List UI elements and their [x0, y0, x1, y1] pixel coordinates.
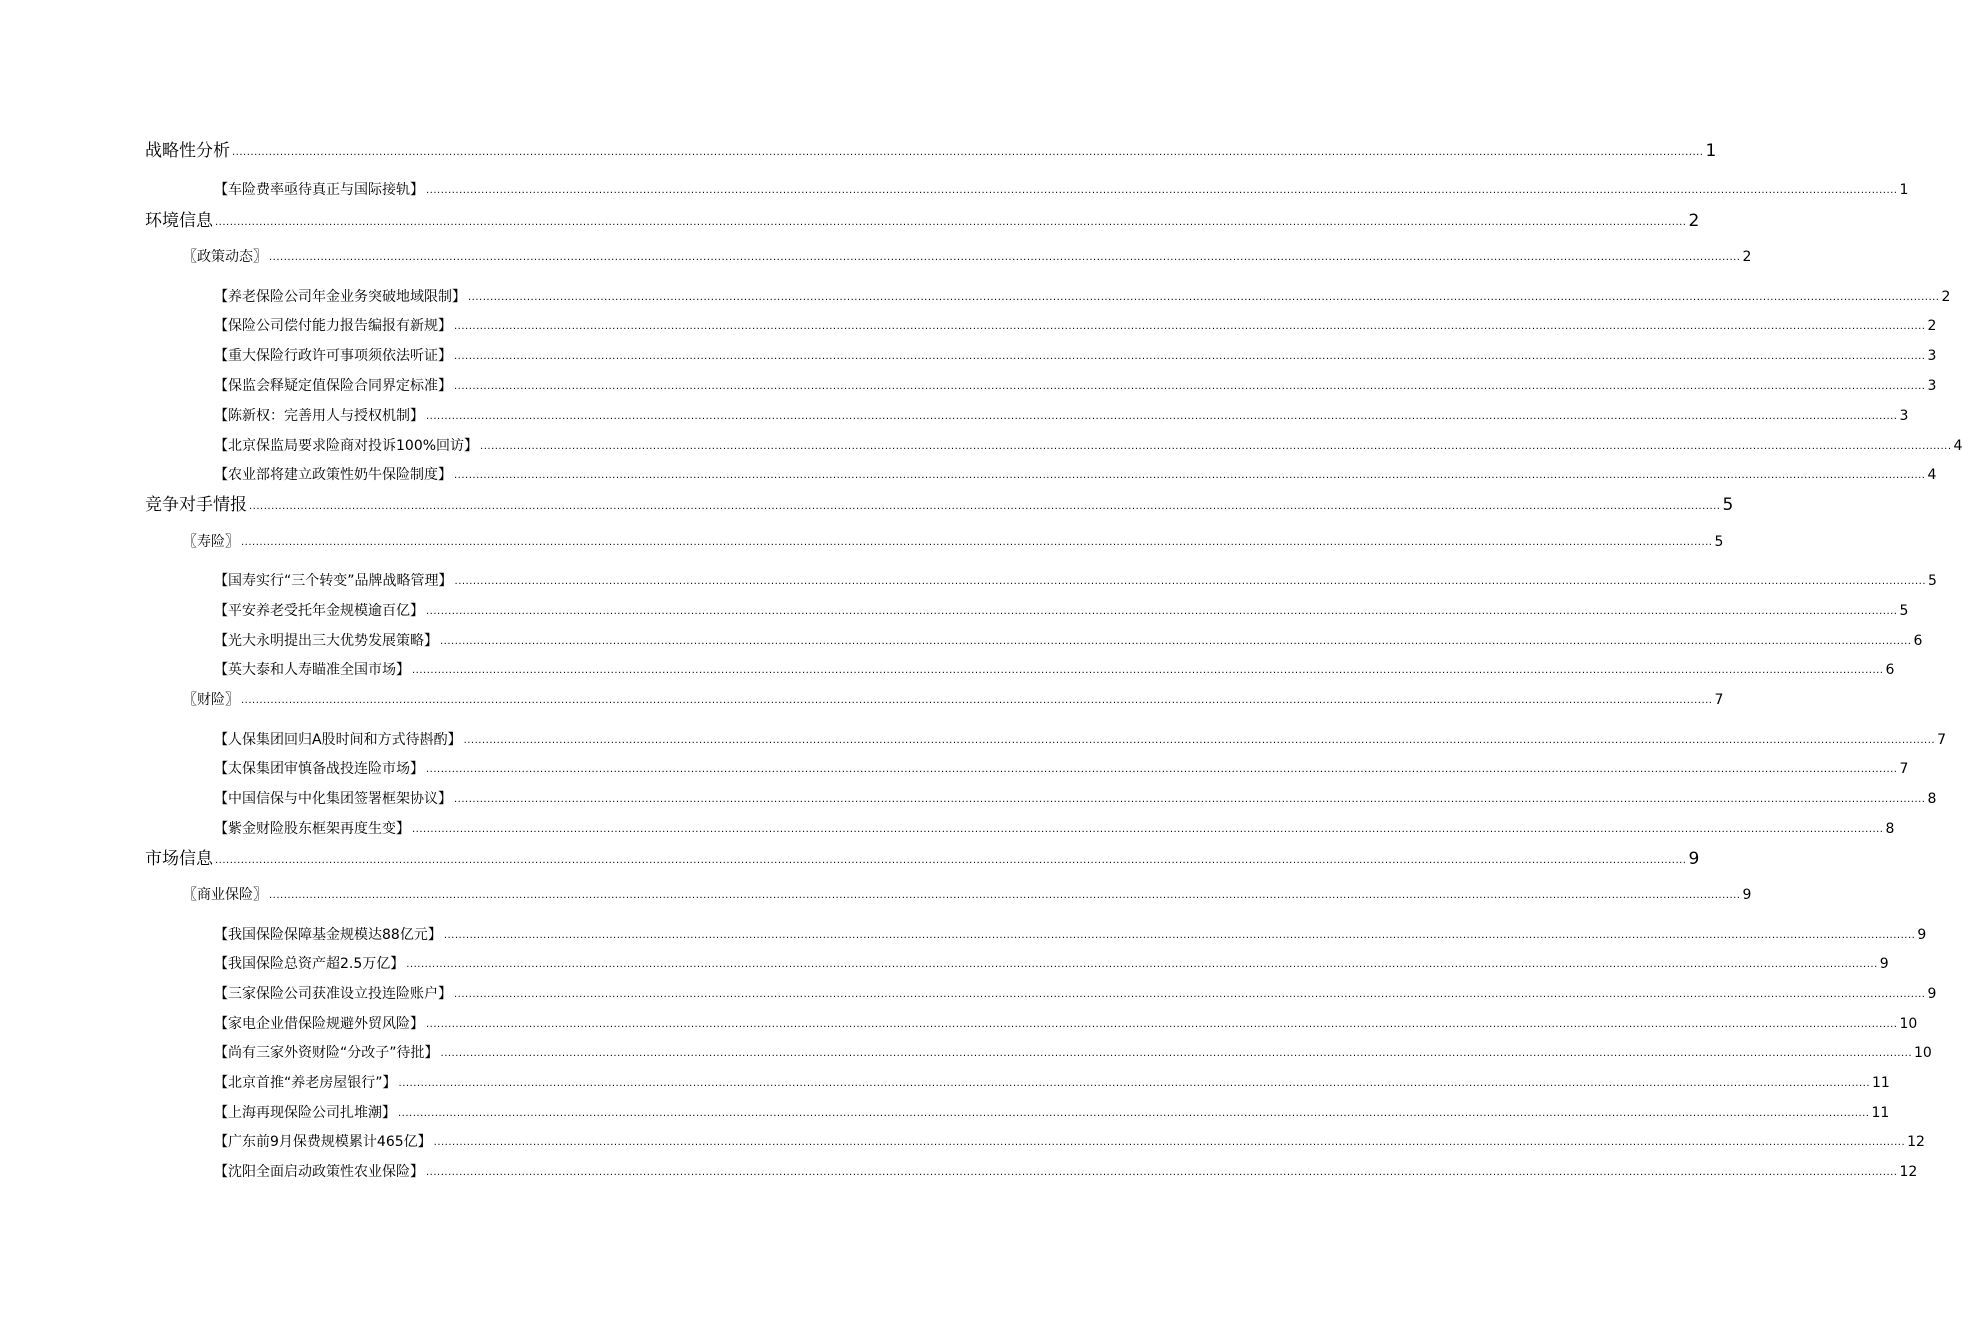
- toc-entry-page: 2: [1941, 289, 1951, 305]
- toc-entry[interactable]: [214, 631, 1923, 651]
- toc-entry-page: 11: [1871, 1105, 1890, 1121]
- toc-entry[interactable]: [214, 346, 1937, 366]
- toc-entry[interactable]: [145, 848, 1700, 870]
- toc-entry[interactable]: [214, 1043, 1932, 1063]
- toc-entry-title: 【陈新权：完善用人与授权机制】: [214, 408, 424, 424]
- toc-entry[interactable]: [214, 1162, 1918, 1182]
- toc-leader-dots: ................................................................................................................................................................................................................................................................................................................................................................................................................: [454, 470, 1926, 481]
- toc-entry[interactable]: [214, 376, 1937, 396]
- toc-entry-title: 〖政策动态〗: [183, 249, 267, 265]
- toc-entry[interactable]: [214, 789, 1937, 809]
- toc-entry-page: 6: [1885, 662, 1895, 678]
- toc-entry-page: 10: [1899, 1016, 1918, 1032]
- toc-leader-dots: ................................................................................................................................................................................................................................................................................................................................................................................................................: [454, 576, 1926, 587]
- toc-entry-page: 12: [1907, 1134, 1925, 1150]
- toc-entry-title: 市场信息: [145, 849, 213, 869]
- toc-entry-title: 【三家保险公司获准设立投连险账户】: [214, 986, 452, 1002]
- toc-leader-dots: ................................................................................................................................................................................................................................................................................................................................................................................................................: [398, 1108, 1870, 1119]
- toc-entry-page: 1: [1899, 182, 1909, 198]
- toc-entry[interactable]: [145, 210, 1700, 232]
- toc-entry-title: 【保险公司偿付能力报告编报有新规】: [214, 318, 452, 334]
- toc-entry[interactable]: [214, 984, 1937, 1004]
- toc-entry-title: 【上海再现保险公司扎堆潮】: [214, 1105, 396, 1121]
- toc-entry-page: 6: [1913, 633, 1923, 649]
- toc-entry-page: 5: [1714, 534, 1724, 550]
- toc-entry-page: 12: [1899, 1164, 1918, 1180]
- toc-entry-page: 7: [1899, 761, 1909, 777]
- toc-leader-dots: ................................................................................................................................................................................................................................................................................................................................................................................................................: [440, 1048, 1912, 1059]
- toc-leader-dots: ................................................................................................................................................................................................................................................................................................................................................................................................................: [215, 217, 1687, 228]
- toc-leader-dots: ................................................................................................................................................................................................................................................................................................................................................................................................................: [412, 665, 1884, 676]
- toc-entry-title: 〖商业保险〗: [183, 887, 267, 903]
- toc-leader-dots: ................................................................................................................................................................................................................................................................................................................................................................................................................: [249, 501, 1721, 512]
- toc-leader-dots: ................................................................................................................................................................................................................................................................................................................................................................................................................: [480, 441, 1952, 452]
- toc-entry-title: 【太保集团审慎备战投连险市场】: [214, 761, 424, 777]
- toc-leader-dots: ................................................................................................................................................................................................................................................................................................................................................................................................................: [426, 185, 1898, 196]
- toc-entry-page: 9: [1688, 849, 1700, 869]
- toc-entry-page: 4: [1927, 467, 1937, 483]
- toc-entry-page: 10: [1914, 1045, 1932, 1061]
- toc-leader-dots: ................................................................................................................................................................................................................................................................................................................................................................................................................: [269, 890, 1741, 901]
- toc-entry-title: 竞争对手情报: [145, 495, 247, 515]
- toc-entry-page: 7: [1714, 692, 1724, 708]
- toc-entry-title: 【平安养老受托年金规模逾百亿】: [214, 603, 424, 619]
- toc-leader-dots: ................................................................................................................................................................................................................................................................................................................................................................................................................: [269, 252, 1741, 263]
- toc-entry[interactable]: [214, 465, 1937, 485]
- toc-entry-title: 【人保集团回归A股时间和方式待斟酌】: [214, 732, 462, 748]
- toc-entry[interactable]: [214, 759, 1909, 779]
- toc-entry-title: 【车险费率亟待真正与国际接轨】: [214, 182, 424, 198]
- toc-entry-page: 9: [1927, 986, 1937, 1002]
- toc-entry-title: 【国寿实行“三个转变”品牌战略管理】: [214, 573, 453, 589]
- toc-entry-title: 【我国保险保障基金规模达88亿元】: [214, 927, 442, 943]
- toc-leader-dots: ................................................................................................................................................................................................................................................................................................................................................................................................................: [454, 381, 1926, 392]
- toc-entry-title: 【农业部将建立政策性奶牛保险制度】: [214, 467, 452, 483]
- toc-entry[interactable]: [214, 287, 1951, 307]
- toc-entry-page: 2: [1688, 211, 1700, 231]
- toc-entry-title: 【北京首推“养老房屋银行”】: [214, 1075, 397, 1091]
- toc-entry-page: 5: [1928, 573, 1937, 589]
- toc-entry[interactable]: [214, 1014, 1918, 1034]
- toc-entry[interactable]: [214, 954, 1889, 974]
- toc-entry-title: 【重大保险行政许可事项须依法听证】: [214, 348, 452, 364]
- toc-leader-dots: ................................................................................................................................................................................................................................................................................................................................................................................................................: [426, 1167, 1898, 1178]
- toc-leader-dots: ................................................................................................................................................................................................................................................................................................................................................................................................................: [215, 855, 1687, 866]
- toc-entry[interactable]: [183, 885, 1752, 905]
- toc-entry-title: 【沈阳全面启动政策性农业保险】: [214, 1164, 424, 1180]
- toc-entry-title: 环境信息: [145, 211, 213, 231]
- toc-entry[interactable]: [214, 1073, 1890, 1093]
- toc-entry-page: 9: [1917, 927, 1927, 943]
- toc-entry-page: 2: [1742, 249, 1752, 265]
- toc-leader-dots: ................................................................................................................................................................................................................................................................................................................................................................................................................: [454, 321, 1926, 332]
- toc-entry[interactable]: [214, 1132, 1925, 1152]
- toc-leader-dots: ................................................................................................................................................................................................................................................................................................................................................................................................................: [468, 292, 1940, 303]
- toc-leader-dots: ................................................................................................................................................................................................................................................................................................................................................................................................................: [412, 824, 1884, 835]
- toc-entry-title: 【广东前9月保费规模累计465亿】: [214, 1134, 432, 1150]
- toc-entry-page: 1: [1705, 141, 1717, 161]
- toc-entry-title: 【家电企业借保险规避外贸风险】: [214, 1016, 424, 1032]
- toc-entry-page: 2: [1927, 318, 1937, 334]
- toc-entry[interactable]: [214, 436, 1962, 456]
- toc-entry[interactable]: [214, 660, 1895, 680]
- toc-entry[interactable]: [214, 1103, 1890, 1123]
- toc-leader-dots: ................................................................................................................................................................................................................................................................................................................................................................................................................: [433, 1137, 1906, 1148]
- toc-leader-dots: ................................................................................................................................................................................................................................................................................................................................................................................................................: [426, 1019, 1898, 1030]
- toc-entry[interactable]: [214, 819, 1895, 839]
- toc-entry-page: 5: [1899, 603, 1909, 619]
- toc-entry-page: 8: [1927, 791, 1937, 807]
- toc-entry-title: 【保监会释疑定值保险合同界定标准】: [214, 378, 452, 394]
- toc-entry-page: 9: [1879, 956, 1889, 972]
- toc-entry[interactable]: [214, 925, 1927, 945]
- toc-leader-dots: ................................................................................................................................................................................................................................................................................................................................................................................................................: [443, 930, 1916, 941]
- toc-entry[interactable]: [214, 316, 1937, 336]
- toc-leader-dots: ................................................................................................................................................................................................................................................................................................................................................................................................................: [232, 147, 1704, 158]
- toc-entry-title: 【中国信保与中化集团签署框架协议】: [214, 791, 452, 807]
- toc-entry-title: 【养老保险公司年金业务突破地域限制】: [214, 289, 466, 305]
- toc-entry-page: 5: [1722, 495, 1734, 515]
- toc-entry[interactable]: [183, 532, 1724, 552]
- toc-entry-title: 【紫金财险股东框架再度生变】: [214, 821, 410, 837]
- toc-entry[interactable]: [214, 406, 1909, 426]
- toc-entry[interactable]: [214, 571, 1937, 591]
- toc-entry-title: 【尚有三家外资财险“分改子”待批】: [214, 1045, 439, 1061]
- toc-entry-title: 【北京保监局要求险商对投诉100%回访】: [214, 438, 479, 454]
- toc-entry-title: 【光大永明提出三大优势发展策略】: [214, 633, 438, 649]
- toc-leader-dots: ................................................................................................................................................................................................................................................................................................................................................................................................................: [241, 695, 1713, 706]
- toc-entry[interactable]: [145, 494, 1734, 516]
- toc-entry-page: 3: [1899, 408, 1909, 424]
- toc-entry-title: 【英大泰和人寿瞄准全国市场】: [214, 662, 410, 678]
- toc-entry-title: 〖寿险〗: [183, 534, 239, 550]
- toc-entry-page: 11: [1872, 1075, 1890, 1091]
- toc-entry[interactable]: [214, 601, 1909, 621]
- toc-leader-dots: ................................................................................................................................................................................................................................................................................................................................................................................................................: [463, 735, 1936, 746]
- toc-entry-page: 9: [1742, 887, 1752, 903]
- toc-entry[interactable]: [214, 180, 1909, 200]
- toc-entry[interactable]: [214, 730, 1946, 750]
- toc-leader-dots: ................................................................................................................................................................................................................................................................................................................................................................................................................: [426, 764, 1898, 775]
- toc-entry-page: 3: [1927, 378, 1937, 394]
- toc-leader-dots: ................................................................................................................................................................................................................................................................................................................................................................................................................: [406, 959, 1878, 970]
- toc-entry-page: 7: [1937, 732, 1946, 748]
- toc-leader-dots: ................................................................................................................................................................................................................................................................................................................................................................................................................: [241, 537, 1713, 548]
- toc-entry[interactable]: [183, 247, 1752, 267]
- toc-entry-title: 〖财险〗: [183, 692, 239, 708]
- toc-leader-dots: ................................................................................................................................................................................................................................................................................................................................................................................................................: [454, 351, 1926, 362]
- toc-entry-page: 4: [1953, 438, 1962, 454]
- toc-leader-dots: ................................................................................................................................................................................................................................................................................................................................................................................................................: [426, 411, 1898, 422]
- toc-entry-title: 战略性分析: [145, 141, 230, 161]
- toc-leader-dots: ................................................................................................................................................................................................................................................................................................................................................................................................................: [398, 1078, 1870, 1089]
- toc-leader-dots: ................................................................................................................................................................................................................................................................................................................................................................................................................: [426, 606, 1898, 617]
- toc-entry-title: 【我国保险总资产超2.5万亿】: [214, 956, 405, 972]
- toc-leader-dots: ................................................................................................................................................................................................................................................................................................................................................................................................................: [454, 794, 1926, 805]
- toc-leader-dots: ................................................................................................................................................................................................................................................................................................................................................................................................................: [440, 636, 1912, 647]
- toc-entry[interactable]: [183, 690, 1724, 710]
- toc-entry-page: 3: [1927, 348, 1937, 364]
- toc-entry[interactable]: [145, 140, 1717, 162]
- toc-entry-page: 8: [1885, 821, 1895, 837]
- toc-leader-dots: ................................................................................................................................................................................................................................................................................................................................................................................................................: [454, 989, 1926, 1000]
